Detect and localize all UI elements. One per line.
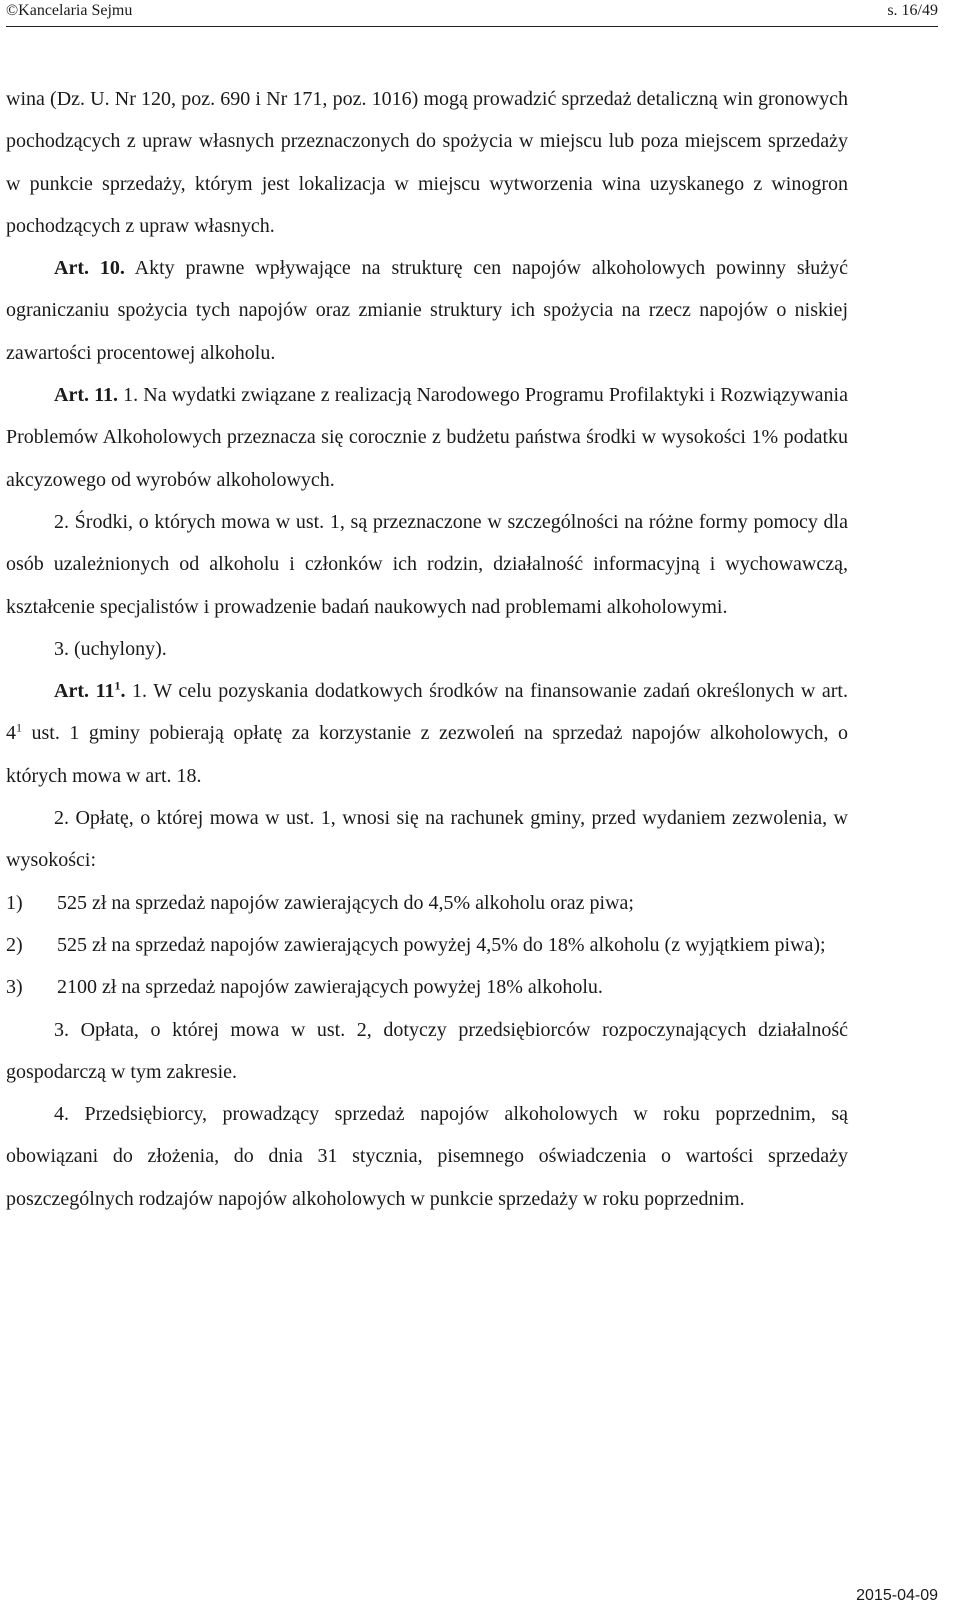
article-11-par-1 (6, 374, 848, 501)
article-11-1-par-1-sup: 1 (16, 720, 22, 735)
list-item (6, 966, 848, 1008)
footer-date: 2015-04-09 (856, 1587, 938, 1604)
article-11-1-par-1-text-a: 1. W celu pozyskania dodatkowych środków na finansowanie zadań określonych w art. 4 (6, 680, 848, 745)
article-10-label: Art. 10. (54, 257, 125, 280)
header-source: ©Kancelaria Sejmu (6, 2, 133, 19)
paragraph-intro: wina (Dz. U. Nr 120, poz. 690 i Nr 171, poz. 1016) mogą prowadzić sprzedaż detaliczną win gronowych pochodzących z upraw własnych przeznaczonych do spożycia w miejscu lub poza miejscem sprzedaży w punkcie sprzedaży, którym jest lokalizacja w miejscu wytworzenia wina uzyskanego z winogron pochodzących z upraw własnych. (6, 88, 848, 237)
article-11-1-par-3: 3. Opłata, o której mowa w ust. 2, dotyczy przedsiębiorców rozpoczynających działalność gospodarczą w tym zakresie. (6, 1018, 848, 1083)
article-11-1-par-1 (6, 670, 848, 797)
article-11-par-3: 3. (uchylony). (54, 637, 167, 660)
page-header (6, 2, 938, 27)
list-marker: 1) (6, 891, 23, 914)
article-11-1-par-4: 4. Przedsiębiorcy, prowadzący sprzedaż napojów alkoholowych w roku poprzednim, są obowiązani do złożenia, do dnia 31 stycznia, pisemnego oświadczenia o wartości sprzedaży poszczególnych rodzajów napojów alkoholowych w punkcie sprzedaży w roku poprzednim. (6, 1103, 848, 1210)
article-11-label: Art. 11. (54, 384, 119, 407)
list-item (6, 924, 848, 966)
page-number: s. 16/49 (887, 2, 938, 19)
article-11-1-par-2: 2. Opłatę, o której mowa w ust. 1, wnosi się na rachunek gminy, przed wydaniem zezwolenia, w wysokości: (6, 807, 848, 872)
list-marker: 2) (6, 933, 23, 956)
list-item-text: 525 zł na sprzedaż napojów zawierających do 4,5% alkoholu oraz piwa; (57, 891, 634, 914)
list-item-text: 2100 zł na sprzedaż napojów zawierających powyżej 18% alkoholu. (57, 976, 603, 999)
list-item (6, 882, 848, 924)
article-11-1-label (54, 680, 125, 702)
article-11-1-label-sup: 1 (114, 678, 121, 693)
article-11-par-1-text: 1. Na wydatki związane z realizacją Narodowego Programu Profilaktyki i Rozwiązywania Problemów Alkoholowych przeznacza się corocznie z budżetu państwa środki w wysokości 1% podatku akcyzowego od wyrobów alkoholowych. (6, 384, 848, 491)
list-item-text: 525 zł na sprzedaż napojów zawierających powyżej 4,5% do 18% alkoholu (z wyjątkiem piwa); (57, 933, 826, 956)
article-11-par-2: 2. Środki, o których mowa w ust. 1, są przeznaczone w szczególności na różne formy pomocy dla osób uzależnionych od alkoholu i członków ich rodzin, działalność informacyjną i wychowawczą, kształcenie specjalistów i prowadzenie badań naukowych nad problemami alkoholowymi. (6, 510, 848, 618)
article-11-1-label-end: . (120, 680, 126, 703)
article-11-1-label-text: Art. 11 (54, 680, 115, 703)
document-body (6, 78, 848, 1220)
article-11-1-par-1-text-b: ust. 1 gminy pobierają opłatę za korzystanie z zezwoleń na sprzedaż napojów alkoholowych, o których mowa w art. 18. (6, 722, 848, 787)
article-10 (6, 247, 848, 374)
list-marker: 3) (6, 976, 23, 999)
article-10-text: Akty prawne wpływające na strukturę cen napojów alkoholowych powinny służyć ograniczaniu spożycia tych napojów oraz zmianie struktury ich spożycia na rzecz napojów o niskiej zawartości procentowej alkoholu. (6, 257, 848, 364)
